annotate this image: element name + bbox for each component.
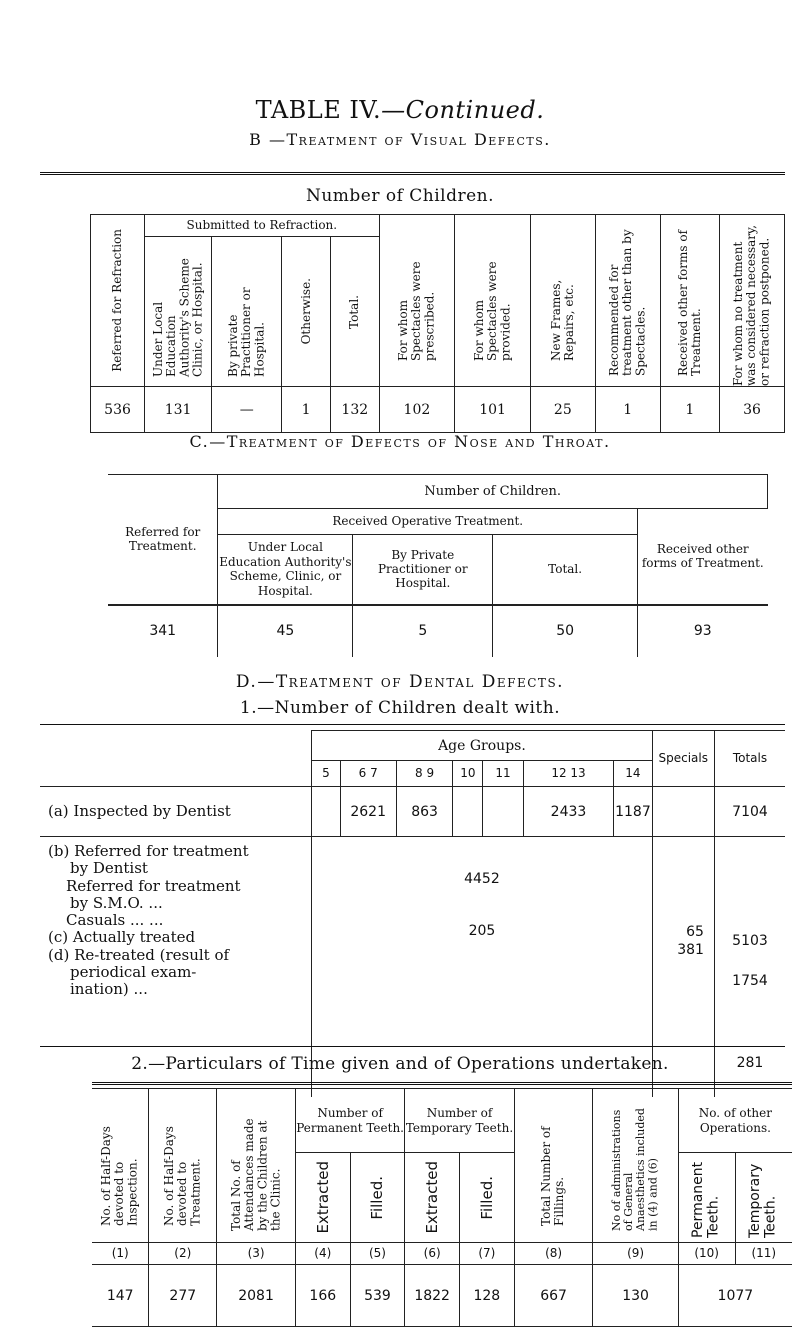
dental-value: 863: [396, 787, 452, 837]
age-12-13: 12 13: [523, 761, 614, 787]
nose-value: 5: [353, 605, 493, 657]
time-header-cell: Extracted: [405, 1153, 460, 1243]
time-header-cell: No of administrations of General Anaesthetics included in (4) and (6): [593, 1089, 678, 1243]
section-d-title: D.—Treatment of Dental Defects.: [235, 672, 565, 692]
visual-value: 36: [720, 387, 785, 433]
row-b-line: by Dentist: [70, 859, 148, 878]
visual-header-cell: Otherwise.: [282, 237, 331, 387]
age-6-7: 6 7: [340, 761, 396, 787]
dental-cell: [453, 787, 483, 837]
received-operative-header: Received Operative Treatment.: [218, 509, 638, 535]
age-5: 5: [312, 761, 340, 787]
row-d-line: (d) Re-treated (result of: [48, 945, 230, 964]
visual-value: 1: [660, 387, 719, 433]
visual-value: 1: [282, 387, 331, 433]
dental-value: 7104: [714, 787, 785, 837]
value-65: 65: [686, 924, 704, 940]
divider: [40, 172, 785, 175]
visual-number-of-children: Number of Children.: [305, 186, 495, 206]
by-private-header: By Private Practitioner or Hospital.: [353, 535, 493, 605]
dental-value: 2433: [523, 787, 614, 837]
visual-value: 132: [330, 387, 379, 433]
visual-header-cell: New Frames, Repairs, etc.: [530, 215, 595, 387]
col-number: (5): [350, 1243, 405, 1265]
time-header-cell: Total No. of Attendances made by the Children at the Clinic.: [217, 1089, 296, 1243]
received-other-header: Received other forms of Treatment.: [638, 509, 768, 605]
dental-value: 2621: [340, 787, 396, 837]
dental-value: 1187: [614, 787, 652, 837]
value-281: 281: [736, 1055, 764, 1071]
section-b-title: B —Treatment of Visual Defects.: [249, 130, 551, 149]
col-number: (8): [514, 1243, 593, 1265]
col-number: (3): [217, 1243, 296, 1265]
visual-header-cell: Under Local Education Authority's Scheme Clinic, or Hospital.: [145, 237, 212, 387]
col-number: (9): [593, 1243, 678, 1265]
row-b-line: Referred for treatment: [66, 876, 241, 895]
nose-value: 341: [108, 605, 218, 657]
time-header-cell: Temporary Teeth.: [735, 1153, 792, 1243]
visual-header-cell: Total.: [330, 237, 379, 387]
col-number: (6): [405, 1243, 460, 1265]
value-4452: 4452: [464, 871, 500, 887]
visual-header-cell: For whom no treatment was considered necessary, or refraction postponed.: [720, 215, 785, 387]
page-title: TABLE IV.—Continued.: [255, 96, 545, 124]
col-number: (11): [735, 1243, 792, 1265]
divider: [40, 724, 785, 725]
section-c-title: C.—Treatment of Defects of Nose and Throat.: [189, 432, 611, 451]
time-value: 539: [350, 1265, 405, 1327]
visual-value: 536: [91, 387, 145, 433]
col-number: (2): [149, 1243, 217, 1265]
visual-header-cell: For whom Spectacles were prescribed.: [379, 215, 455, 387]
row-c-line: (c) Actually treated: [48, 928, 196, 947]
value-381: 381: [677, 942, 704, 959]
temporary-teeth-group: Number of Temporary Teeth.: [405, 1089, 514, 1153]
row-b-line: (b) Referred for treatment: [48, 842, 249, 860]
visual-header-cell: Received other forms of Treatment.: [660, 215, 719, 387]
time-value: 130: [593, 1265, 678, 1327]
time-value: 166: [295, 1265, 350, 1327]
age-8-9: 8 9: [396, 761, 452, 787]
permanent-teeth-group: Number of Permanent Teeth.: [295, 1089, 404, 1153]
dental-cell: [483, 787, 523, 837]
row-b-line: by S.M.O. ...: [70, 893, 163, 912]
nose-throat-table: [108, 474, 768, 657]
age-11: 11: [483, 761, 523, 787]
time-header-cell: No. of Half-Days devoted to Inspection.: [92, 1089, 149, 1243]
time-header-cell: Filled.: [460, 1153, 515, 1243]
visual-header-cell: Referred for Refraction: [91, 215, 145, 387]
time-value: 2081: [217, 1265, 296, 1327]
row-d-line: ination) ...: [70, 980, 148, 998]
visual-defects-table: [90, 214, 785, 433]
visual-value: 102: [379, 387, 455, 433]
col-number: (1): [92, 1243, 149, 1265]
time-header-cell: Extracted: [295, 1153, 350, 1243]
value-5103: 5103: [732, 933, 768, 949]
nose-number-of-children: Number of Children.: [218, 475, 768, 509]
submitted-group-header: Submitted to Refraction.: [145, 215, 380, 237]
divider: [40, 1046, 785, 1047]
referred-header: Referred for Treatment.: [108, 475, 218, 605]
col-number: (10): [678, 1243, 735, 1265]
dental-blank-header: [40, 731, 312, 787]
time-value: 1822: [405, 1265, 460, 1327]
age-groups-header: Age Groups.: [312, 731, 652, 761]
time-value: 147: [92, 1265, 149, 1327]
visual-header-cell: For whom Spectacles were provided.: [455, 215, 531, 387]
age-10: 10: [453, 761, 483, 787]
time-value: 667: [514, 1265, 593, 1327]
col-number: (4): [295, 1243, 350, 1265]
row-b-line: Casuals ... ...: [66, 911, 164, 929]
dental-subtitle-2: 2.—Particulars of Time given and of Operations undertaken.: [131, 1054, 669, 1074]
time-header-cell: Filled.: [350, 1153, 405, 1243]
time-header-cell: Permanent Teeth.: [678, 1153, 735, 1243]
dental-time-table: [92, 1088, 792, 1327]
specials-header: Specials: [652, 731, 714, 787]
visual-value: 101: [455, 387, 531, 433]
nose-value: 50: [493, 605, 638, 657]
totals-header: Totals: [714, 731, 785, 787]
time-header-cell: Total Number of Fillings.: [514, 1089, 593, 1243]
dental-subtitle-1: 1.—Number of Children dealt with.: [239, 698, 561, 718]
visual-value: 131: [145, 387, 212, 433]
row-d-line: periodical exam-: [70, 962, 197, 981]
col-number: (7): [460, 1243, 515, 1265]
dental-children-table: [40, 730, 785, 1097]
divider: [92, 1082, 792, 1085]
value-1754: 1754: [732, 973, 768, 989]
age-14: 14: [614, 761, 652, 787]
visual-header-cell: Recommended for treatment other than by Spectacles.: [595, 215, 660, 387]
dental-cell: [312, 787, 340, 837]
dental-cell: [652, 787, 714, 837]
time-value: 1077: [678, 1265, 792, 1327]
value-205: 205: [468, 923, 496, 939]
total-header: Total.: [493, 535, 638, 605]
nose-value: 93: [638, 605, 768, 657]
time-header-cell: No. of Half-Days devoted to Treatment.: [149, 1089, 217, 1243]
nose-value: 45: [218, 605, 353, 657]
visual-header-cell: By private Practitioner or Hospital.: [212, 237, 282, 387]
visual-value: 1: [595, 387, 660, 433]
under-local-header: Under Local Education Authority's Scheme, Clinic, or Hospital.: [218, 535, 353, 605]
other-operations-group: No. of other Operations.: [678, 1089, 792, 1153]
visual-value: —: [212, 387, 282, 433]
time-value: 277: [149, 1265, 217, 1327]
visual-value: 25: [530, 387, 595, 433]
time-value: 128: [460, 1265, 515, 1327]
row-a-label: (a) Inspected by Dentist: [40, 787, 312, 837]
